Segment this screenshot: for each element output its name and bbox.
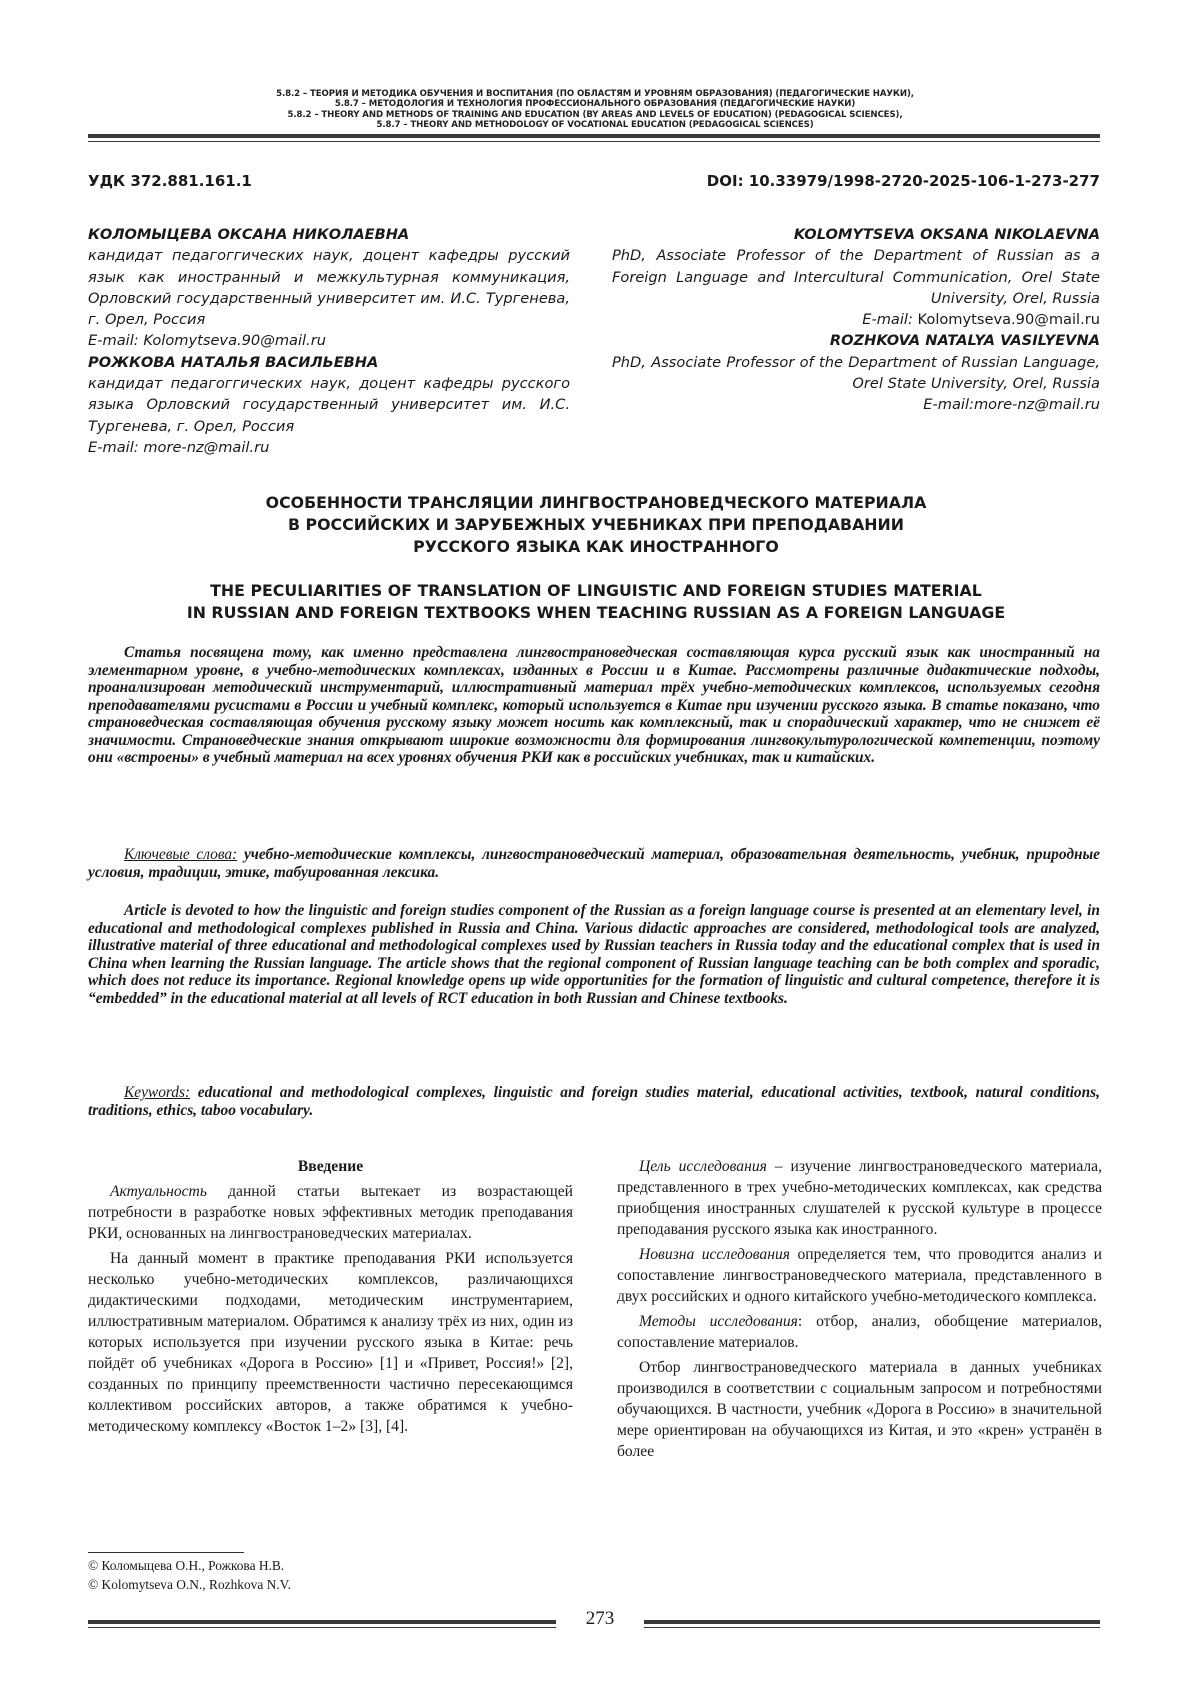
keywords-label: Ключевые слова: xyxy=(124,846,238,863)
abstract-en xyxy=(88,902,1100,1007)
author-affiliation: кандидат педагоггических наук, доцент кафедры русского языка Орловский государственный университет им. И.С. Тургенева, г. Орел, Россия xyxy=(88,375,570,435)
author-email: E-mail: Kolomytseva.90@mail.ru xyxy=(88,332,326,350)
paragraph: Новизна исследования определяется тем, что проводится анализ и сопоставление лингвострановедческого материала, представленного в двух российских и одного китайского учебно-методического комплекса. xyxy=(617,1246,1102,1305)
author-name: KOLOMYTSEVA OKSANA NIKOLAEVNA xyxy=(793,226,1100,243)
footer-rule-left-thin xyxy=(88,1627,556,1628)
udk-code: УДК 372.881.161.1 xyxy=(88,172,252,190)
footnote xyxy=(88,1556,291,1594)
running-header xyxy=(90,89,1100,131)
title-line: ОСОБЕННОСТИ ТРАНСЛЯЦИИ ЛИНГВОСТРАНОВЕДЧЕСКОГО МАТЕРИАЛА xyxy=(265,493,927,512)
author-name: КОЛОМЫЦЕВА ОКСАНА НИКОЛАЕВНА xyxy=(88,226,410,243)
running-header-line: 5.8.2 – ТЕОРИЯ И МЕТОДИКА ОБУЧЕНИЯ И ВОСПИТАНИЯ (ПО ОБЛАСТЯМ И УРОВНЯМ ОБРАЗОВАНИЯ) (ПЕДАГОГИЧЕСКИЕ НАУКИ), xyxy=(276,89,914,99)
title-line: IN RUSSIAN AND FOREIGN TEXTBOOKS WHEN TEACHING RUSSIAN AS A FOREIGN LANGUAGE xyxy=(186,603,1006,622)
footer-rule-right xyxy=(644,1620,1100,1624)
section-heading: Введение xyxy=(297,1158,364,1175)
author-email: E-mail: more-nz@mail.ru xyxy=(88,438,270,456)
copyright-line: © Kolomytseva O.N., Rozhkova N.V. xyxy=(88,1577,291,1592)
footer-rule-left xyxy=(88,1620,556,1624)
author-name: РОЖКОВА НАТАЛЬЯ ВАСИЛЬЕВНА xyxy=(88,353,379,371)
author-affiliation: PhD, Associate Professor of the Department of Russian Language, Orel State University, Orel, Russia xyxy=(612,353,1100,393)
body-column-right xyxy=(617,1156,1102,1462)
author-email: E-mail: Kolomytseva.90@mail.ru xyxy=(862,311,1100,329)
body-column-left xyxy=(88,1156,573,1437)
header-rule-thick xyxy=(88,134,1100,138)
paragraph: Методы исследования: отбор, анализ, обобщение материалов, сопоставление материалов. xyxy=(617,1313,1102,1351)
authors-ru xyxy=(88,224,570,458)
title-line: В РОССИЙСКИХ И ЗАРУБЕЖНЫХ УЧЕБНИКАХ ПРИ ПРЕПОДАВАНИИ xyxy=(288,515,904,534)
footnote-rule xyxy=(88,1552,244,1553)
abstract-ru xyxy=(88,644,1100,767)
paragraph: Отбор лингвострановедческого материала в данных учебниках производился в соответствии с социальным запросом и потребностями обучающихся. В частности, учебник «Дорога в Россию» в значительной мере ориентирован на обучающихся из Китая, и это «крен» устранён в более xyxy=(617,1359,1102,1460)
authors-en xyxy=(612,224,1100,416)
title-en xyxy=(120,580,1072,624)
title-ru xyxy=(120,492,1072,558)
keywords-ru xyxy=(88,846,1100,881)
running-header-line: 5.8.7 – THEORY AND METHODOLOGY OF VOCATIONAL EDUCATION (PEDAGOGICAL SCIENCES) xyxy=(376,120,814,131)
author-name: ROZHKOVA NATALYA VASILYEVNA xyxy=(829,332,1100,350)
page-number: 273 xyxy=(585,1608,615,1629)
keywords-en xyxy=(88,1084,1100,1119)
header-rule-thin xyxy=(88,141,1100,142)
paragraph: Актуальность данной статьи вытекает из возрастающей потребности в разработке новых эффективных методик преподавания РКИ, основанных на лингвострановедческих материалах. xyxy=(88,1183,573,1242)
title-line: THE PECULIARITIES OF TRANSLATION OF LINGUISTIC AND FOREIGN STUDIES MATERIAL xyxy=(210,581,982,600)
footer-rule-right-thin xyxy=(644,1627,1100,1628)
keywords-label: Keywords: xyxy=(124,1084,191,1101)
doi-code: DOI: 10.33979/1998-2720-2025-106-1-273-277 xyxy=(706,172,1100,190)
running-header-line: 5.8.7 – МЕТОДОЛОГИЯ И ТЕХНОЛОГИЯ ПРОФЕССИОНАЛЬНОГО ОБРАЗОВАНИЯ (ПЕДАГОГИЧЕСКИЕ НАУКИ) xyxy=(334,99,856,110)
abstract-text: Статья посвящена тому, как именно представлена лингвострановедческая составляющая курса русский язык как иностранный на элементарном уровне, в учебно-методических комплексах, изданных в России и в Китае. Рассмотрены различные дидактические подходы, проанализирован методический инструментарий, иллюстративный материал трёх учебно-методических комплексов, используемых сегодня преподавателями русистами в России и учебный комплекс, который используется в Китае при изучении русского языка. В статье показано, что страноведческая составляющая обучения русскому языку может носить как комплексный, так и спорадический характер, что не снижет её значимости. Страноведческие знания открывают широкие возможности для формирования лингвокультурологической компетенции, поэтому они «встроены» в учебный материал на всех уровнях обучения РКИ как в российских учебниках, так и китайских. xyxy=(88,644,1100,766)
abstract-text: Article is devoted to how the linguistic and foreign studies component of the Russian as a foreign language course is presented at an elementary level, in educational and methodological complexes published in Russia and China. Various didactic approaches are considered, methodological tools are analyzed, illustrative material of three educational and methodological complexes used by Russian teachers in Russia today and the educational complex that is used in China when learning the Russian language. The article shows that the regional component of Russian language teaching can be both complex and sporadic, which does not reduce its importance. Regional knowledge opens up wide opportunities for the formation of linguistic and cultural competence, therefore it is “embedded” in the educational material at all levels of RCT education in both Russian and Chinese textbooks. xyxy=(88,902,1100,1007)
author-affiliation: PhD, Associate Professor of the Department of Russian as a Foreign Language and Intercultural Communication, Orel State University, Orel, Russia xyxy=(612,247,1100,307)
keywords-text: учебно-методические комплексы, лингвострановедческий материал, образовательная деятельность, учебник, природные условия, традиции, этике, табуированная лексика. xyxy=(88,846,1101,881)
keywords-text: educational and methodological complexes, linguistic and foreign studies material, educational activities, textbook, natural conditions, traditions, ethics, taboo vocabulary. xyxy=(88,1084,1100,1119)
paragraph: На данный момент в практике преподавания РКИ используется несколько учебно-методических комплексов, различающихся дидактическими подходами, методическим инструментарием, иллюстративным материалом. Обратимся к анализу трёх из них, один из которых используется при изучении русского языка в Китае: речь пойдёт об учебниках «Дорога в Россию» [1] и «Привет, Россия!» [2], созданных по принципу преемственности частично пересекающимся коллективом российских авторов, а также обратимся к учебно-методическому комплексу «Восток 1–2» [3], [4]. xyxy=(88,1250,573,1435)
author-email: E-mail:more-nz@mail.ru xyxy=(923,396,1100,414)
paragraph: Цель исследования – изучение лингвострановедческого материала, представленного в трех учебно-методических комплексах, как средства приобщения иностранных слушателей к русской культуре в процессе преподавания русского языка как иностранного. xyxy=(617,1158,1102,1238)
copyright-line: © Коломыцева О.Н., Рожкова Н.В. xyxy=(88,1558,285,1573)
title-line: РУССКОГО ЯЗЫКА КАК ИНОСТРАННОГО xyxy=(413,537,779,556)
author-affiliation: кандидат педагоггических наук, доцент кафедры русский язык как иностранный и межкультурная коммуникация, Орловский государственный университет им. И.С. Тургенева, г. Орел, Россия xyxy=(88,247,570,329)
running-header-line: 5.8.2 – THEORY AND METHODS OF TRAINING AND EDUCATION (BY AREAS AND LEVELS OF EDUCATION) (PEDAGOGICAL SCIENCES), xyxy=(287,109,903,120)
